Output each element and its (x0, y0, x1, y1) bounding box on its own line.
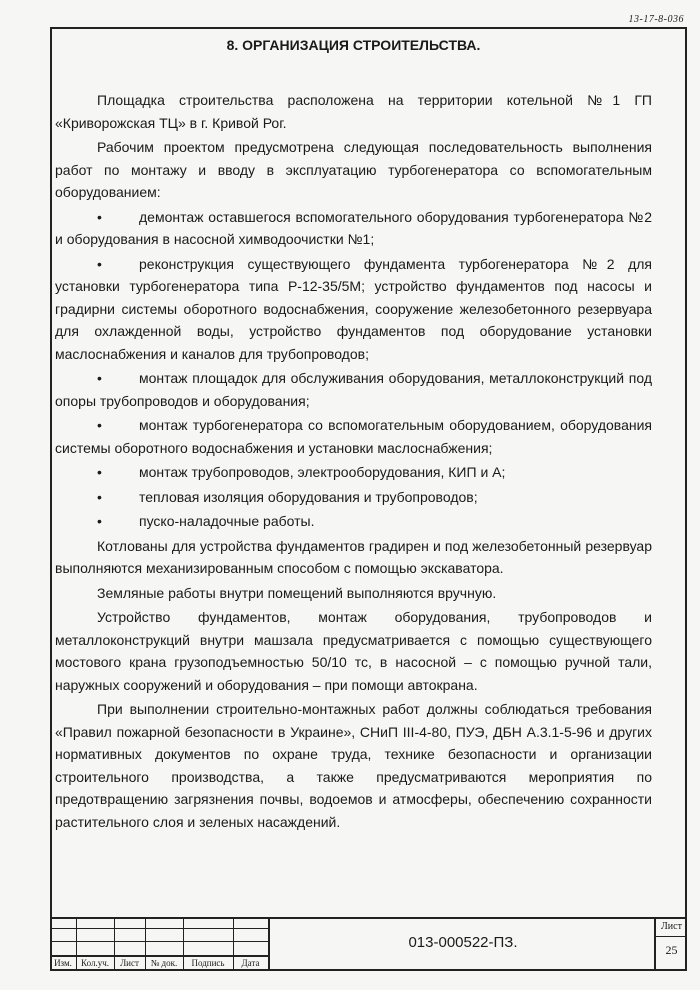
header-change: Изм. (54, 958, 72, 968)
list-item: • монтаж трубопроводов, электрооборудования, КИП и А; (55, 461, 652, 484)
bullet-icon: • (97, 370, 102, 386)
paragraph-safety-requirements: При выполнении строительно-монтажных работ должны соблюдаться требования «Правил пожарной безопасности в Украине», СНиП III-4-80, ПУЭ, ДБН А.3.1-5-96 и других нормативных документов по охране труда, технике безопасности и организации строительного производства, а также предусматриваются мероприятия по предотвращению загрязнения почвы, водоемов и атмосферы, обеспечению сохранности растительного слоя и зеленых насаждений. (55, 701, 652, 830)
sheet-label: Лист (661, 921, 682, 932)
header-doc-number: № док. (150, 958, 178, 968)
list-item: • демонтаж оставшегося вспомогательного оборудования турбогенератора №2 и оборудования в насосной химводоочистки №1; (55, 206, 652, 251)
bullet-icon: • (97, 464, 102, 480)
list-item: • пуско-наладочные работы. (55, 510, 652, 533)
document-code: 13-17-8-036 (628, 14, 684, 25)
list-item: • тепловая изоляция оборудования и трубопроводов; (55, 486, 652, 509)
list-item: • монтаж площадок для обслуживания оборудования, металлоконструкций под опоры трубопроводов и оборудования; (55, 367, 652, 412)
bullet-icon: • (97, 255, 102, 272)
header-count: Кол.уч. (81, 958, 109, 968)
header-sheet: Лист (120, 958, 139, 968)
paragraph-work-sequence: Рабочим проектом предусмотрена следующая последовательность выполнения работ по монтажу и вводу в эксплуатацию турбогенератора со вспомогательным оборудованием: (55, 139, 652, 200)
section-title: 8. ОРГАНИЗАЦИЯ СТРОИТЕЛЬСТВА. (226, 37, 481, 53)
bullet-icon: • (97, 513, 102, 529)
sheet-cell (654, 919, 687, 971)
header-signature: Подпись (191, 958, 225, 968)
paragraph-excavation: Котлованы для устройства фундаментов градирен и под железобетонный резервуар выполняются механизированным способом с помощью экскаватора. (55, 537, 652, 576)
doc-designation-cell (268, 919, 656, 971)
bullet-icon: • (97, 417, 102, 433)
header-date: Дата (241, 958, 260, 968)
document-number: 013-000522-ПЗ. (408, 934, 518, 951)
title-block (50, 917, 687, 971)
bullet-icon: • (97, 488, 102, 505)
document-body (55, 30, 652, 835)
list-item: • реконструкция существующего фундамента турбогенератора №2 для установки турбогенератора типа Р-12-35/5М; устройство фундаментов под насосы и градирни системы оборотного водоснабжения, сооружение железобетонного резервуара для охлажденной воды, устройство фундаментов под оборудование установки маслоснабжения и каналов для трубопроводов; (55, 253, 652, 366)
paragraph-site-location: Площадка строительства расположена на территории котельной №1 ГП «Криворожская ТЦ» в г. Кривой Рог. (55, 92, 652, 131)
paragraph-manual-earthwork: Земляные работы внутри помещений выполняются вручную. (97, 584, 497, 601)
list-item: • монтаж турбогенератора со вспомогательным оборудованием, оборудования системы оборотного водоснабжения и установки маслоснабжения; (55, 414, 652, 459)
paragraph-crane-installation: Устройство фундаментов, монтаж оборудования, трубопроводов и металлоконструкций внутри машзала предусматривается с помощью существующего мостового крана грузоподъемностью 50/10 тс, в насосной – с помощью ручной тали, наружных сооружений и оборудования – при помощи автокрана. (55, 609, 652, 693)
sheet-number: 25 (665, 943, 678, 957)
revision-table (50, 919, 268, 971)
bullet-icon: • (97, 208, 102, 225)
